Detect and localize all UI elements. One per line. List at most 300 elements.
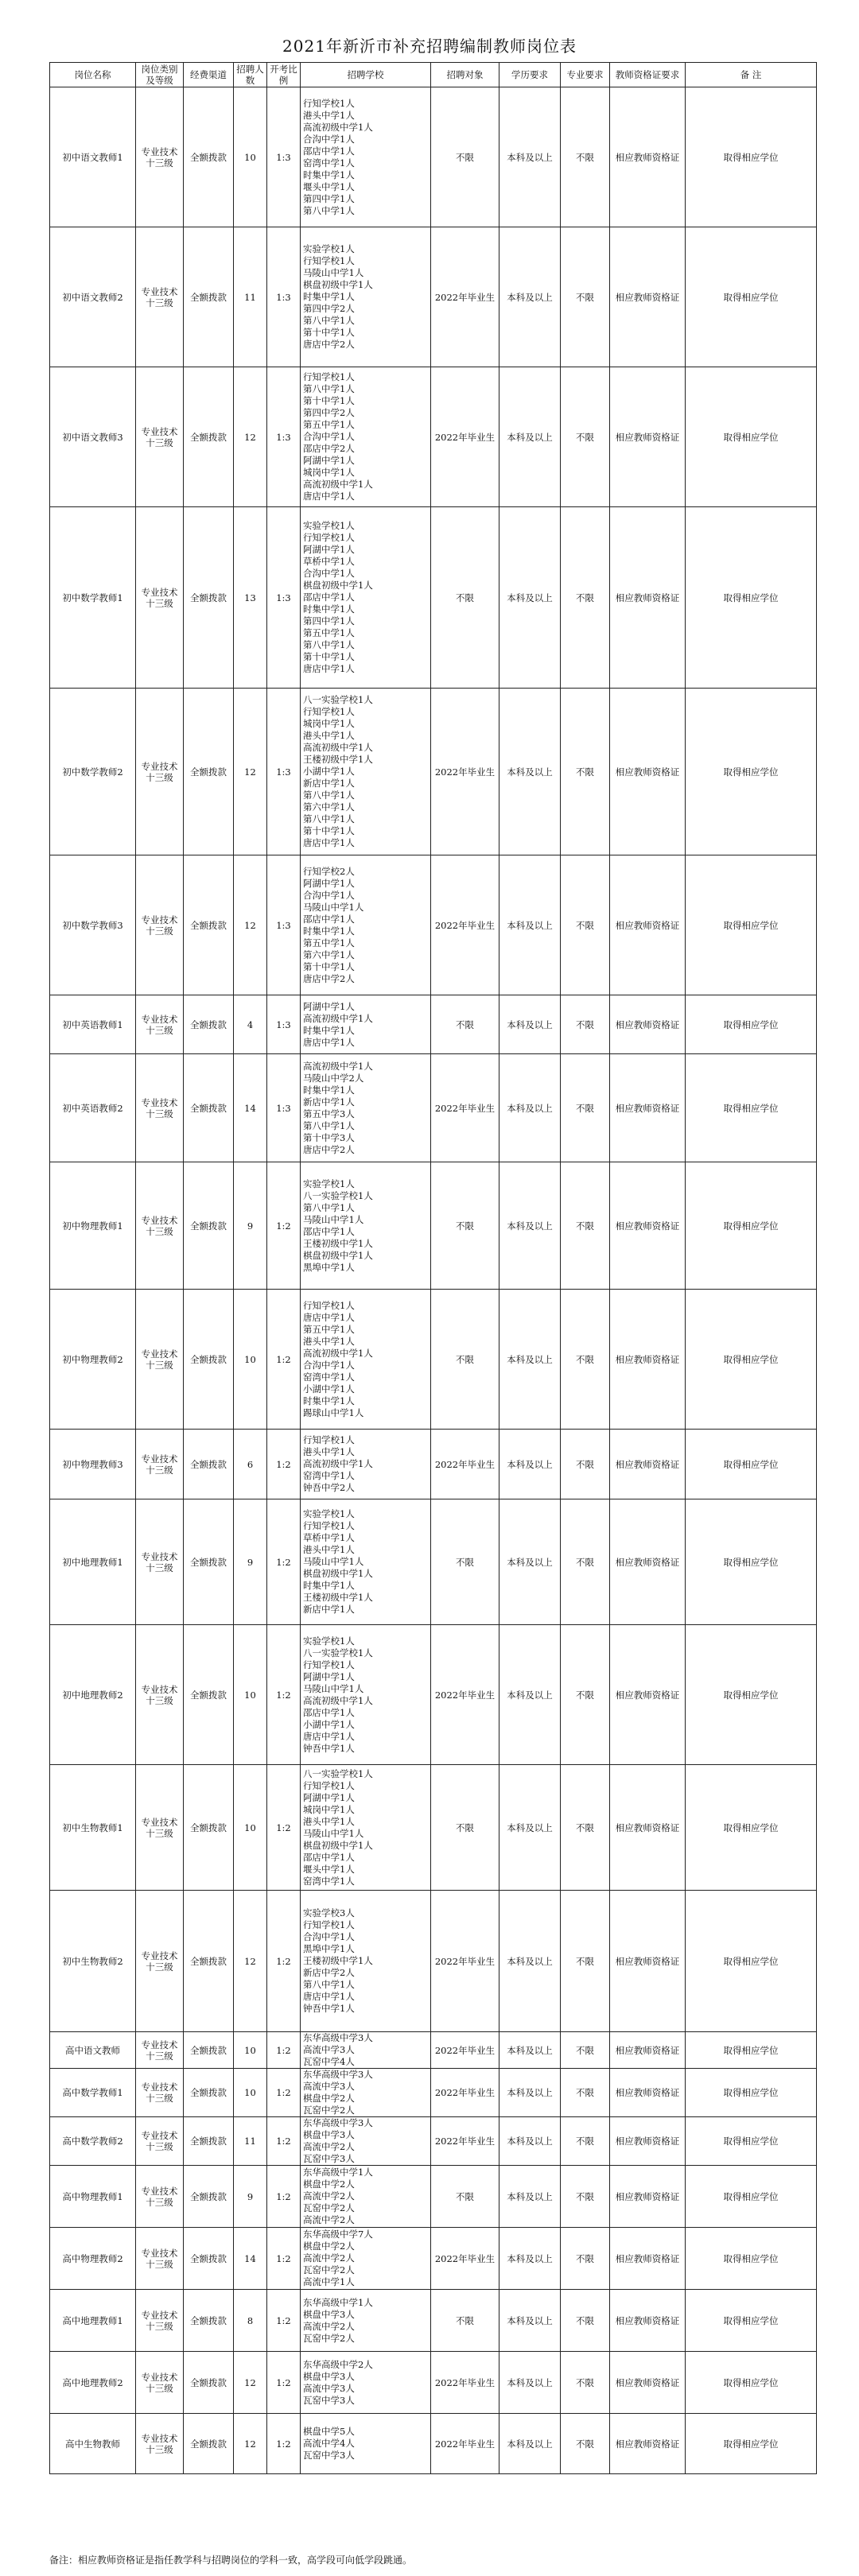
ratio-cell: 1:3 [267, 507, 301, 689]
cert-cell: 相应教师资格证 [610, 1765, 686, 1891]
header-cell: 教师资格证要求 [610, 63, 686, 87]
table-body [50, 87, 817, 2474]
school-entry: 棋盘初级中学1人 [303, 1249, 373, 1261]
cert-cell: 相应教师资格证 [610, 1162, 686, 1290]
major-cell: 不限 [561, 2166, 610, 2228]
major-cell: 不限 [561, 1290, 610, 1430]
ratio-cell: 1:2 [267, 1499, 301, 1625]
school-entry: 高流中学3人 [303, 2081, 355, 2092]
school-entry: 瓦窑中学3人 [303, 2153, 355, 2164]
school-entry: 时集中学1人 [303, 1580, 355, 1591]
school-entry: 阿湖中学1人 [303, 877, 355, 889]
ratio-cell: 1:2 [267, 1765, 301, 1891]
header-cell: 专业要求 [561, 63, 610, 87]
funding-cell: 全额拨款 [184, 1625, 234, 1765]
count-cell: 11 [234, 2117, 267, 2166]
schools-cell [301, 689, 431, 855]
category-cell: 专业技术十三级 [136, 2166, 184, 2228]
post-name-cell: 初中语文教师1 [50, 87, 136, 227]
count-cell: 12 [234, 689, 267, 855]
category-cell: 专业技术十三级 [136, 1891, 184, 2032]
school-entry: 八一实验学校1人 [303, 1189, 373, 1201]
school-entry: 港头中学1人 [303, 1335, 355, 1347]
count-cell: 6 [234, 1430, 267, 1499]
category-cell: 专业技术十三级 [136, 1162, 184, 1290]
school-entry: 王楼初级中学1人 [303, 754, 373, 765]
education-cell: 本科及以上 [499, 2032, 561, 2069]
schools-cell [301, 2032, 431, 2069]
school-entry: 第五中学3人 [303, 1108, 355, 1119]
count-cell: 13 [234, 507, 267, 689]
school-entry: 棋盘中学2人 [303, 2178, 355, 2190]
table-row [50, 1891, 817, 2032]
page-title: 2021年新沂市补充招聘编制教师岗位表 [282, 37, 577, 56]
school-entry: 马陵山中学1人 [303, 1556, 364, 1567]
category-cell: 专业技术十三级 [136, 87, 184, 227]
education-cell: 本科及以上 [499, 507, 561, 689]
school-entry: 东华高级中学3人 [303, 2032, 373, 2043]
table-row [50, 1765, 817, 1891]
school-entry: 城岗中学1人 [303, 467, 355, 478]
school-entry: 高流初级中学1人 [303, 121, 373, 133]
education-cell: 本科及以上 [499, 2166, 561, 2228]
school-entry: 城岗中学1人 [303, 1803, 355, 1815]
remark-cell: 取得相应学位 [686, 2290, 817, 2352]
post-name-cell: 初中数学教师3 [50, 855, 136, 995]
school-entry: 东华高级中学2人 [303, 2358, 373, 2370]
target-cell: 2022年毕业生 [431, 855, 499, 995]
school-entry: 第十中学1人 [303, 395, 355, 406]
table-row [50, 1430, 817, 1499]
funding-cell: 全额拨款 [184, 2352, 234, 2414]
school-entry: 行知学校1人 [303, 97, 355, 109]
school-entry: 钟吾中学1人 [303, 2003, 355, 2014]
cert-cell: 相应教师资格证 [610, 2069, 686, 2117]
post-name-cell: 高中物理教师2 [50, 2228, 136, 2290]
school-entry: 高流中学1人 [303, 2276, 355, 2287]
school-entry: 瓦窑中学3人 [303, 2394, 355, 2406]
category-cell: 专业技术十三级 [136, 2117, 184, 2166]
ratio-cell: 1:2 [267, 2166, 301, 2228]
school-entry: 合沟中学1人 [303, 568, 355, 579]
school-entry: 棋盘初级中学1人 [303, 1839, 373, 1851]
post-name-cell: 高中地理教师1 [50, 2290, 136, 2352]
remark-cell: 取得相应学位 [686, 2352, 817, 2414]
education-cell: 本科及以上 [499, 2290, 561, 2352]
education-cell: 本科及以上 [499, 2414, 561, 2474]
school-entry: 第八中学1人 [303, 639, 355, 650]
count-cell: 10 [234, 2032, 267, 2069]
table-row [50, 1625, 817, 1765]
count-cell: 9 [234, 1499, 267, 1625]
school-entry: 瓦窑中学2人 [303, 2202, 355, 2213]
schools-cell [301, 227, 431, 367]
cert-cell: 相应教师资格证 [610, 1891, 686, 2032]
target-cell: 不限 [431, 1765, 499, 1891]
target-cell: 2022年毕业生 [431, 227, 499, 367]
remark-cell: 取得相应学位 [686, 855, 817, 995]
remark-cell: 取得相应学位 [686, 1054, 817, 1162]
cert-cell: 相应教师资格证 [610, 87, 686, 227]
school-entry: 唐店中学1人 [303, 663, 355, 674]
target-cell: 不限 [431, 1290, 499, 1430]
ratio-cell: 1:2 [267, 2228, 301, 2290]
education-cell: 本科及以上 [499, 227, 561, 367]
school-entry: 钟吾中学1人 [303, 1742, 355, 1754]
ratio-cell: 1:2 [267, 2032, 301, 2069]
school-entry: 东华高级中学3人 [303, 2069, 373, 2080]
cert-cell: 相应教师资格证 [610, 367, 686, 507]
school-entry: 唐店中学2人 [303, 972, 355, 984]
school-entry: 黑埠中学1人 [303, 1261, 355, 1273]
school-entry: 第六中学1人 [303, 801, 355, 813]
school-entry: 第八中学1人 [303, 1979, 355, 1990]
remark-cell: 取得相应学位 [686, 1891, 817, 2032]
count-cell: 12 [234, 2352, 267, 2414]
cert-cell: 相应教师资格证 [610, 2117, 686, 2166]
school-entry: 高流中学2人 [303, 2252, 355, 2264]
education-cell: 本科及以上 [499, 87, 561, 227]
school-entry: 唐店中学1人 [303, 1730, 355, 1742]
school-entry: 堰头中学1人 [303, 180, 355, 192]
school-entry: 行知学校1人 [303, 1658, 355, 1670]
count-cell: 9 [234, 1162, 267, 1290]
category-cell: 专业技术十三级 [136, 689, 184, 855]
school-entry: 第十中学1人 [303, 327, 355, 338]
ratio-cell: 1:3 [267, 227, 301, 367]
schools-cell [301, 2166, 431, 2228]
cert-cell: 相应教师资格证 [610, 2290, 686, 2352]
school-entry: 阿湖中学1人 [303, 1670, 355, 1682]
major-cell: 不限 [561, 2069, 610, 2117]
school-entry: 行知学校1人 [303, 1919, 355, 1930]
post-name-cell: 初中英语教师2 [50, 1054, 136, 1162]
school-entry: 棋盘中学3人 [303, 2308, 355, 2320]
cert-cell: 相应教师资格证 [610, 507, 686, 689]
school-entry: 第五中学1人 [303, 419, 355, 430]
school-entry: 第十中学1人 [303, 651, 355, 662]
count-cell: 12 [234, 367, 267, 507]
school-entry: 邵店中学1人 [303, 913, 355, 925]
target-cell: 不限 [431, 1162, 499, 1290]
school-entry: 行知学校1人 [303, 1520, 355, 1531]
post-name-cell: 初中英语教师1 [50, 995, 136, 1054]
school-entry: 邵店中学1人 [303, 145, 355, 157]
school-entry: 高流中学4人 [303, 2438, 355, 2449]
table-row [50, 2290, 817, 2352]
category-cell: 专业技术十三级 [136, 227, 184, 367]
major-cell: 不限 [561, 2117, 610, 2166]
ratio-cell: 1:2 [267, 1891, 301, 2032]
major-cell: 不限 [561, 1765, 610, 1891]
school-entry: 窑湾中学1人 [303, 157, 355, 169]
header-cell: 招聘学校 [301, 63, 431, 87]
cert-cell: 相应教师资格证 [610, 1499, 686, 1625]
school-entry: 东华高级中学1人 [303, 2296, 373, 2308]
education-cell: 本科及以上 [499, 2228, 561, 2290]
major-cell: 不限 [561, 367, 610, 507]
funding-cell: 全额拨款 [184, 1499, 234, 1625]
remark-cell: 取得相应学位 [686, 87, 817, 227]
schools-cell [301, 367, 431, 507]
table-row [50, 367, 817, 507]
funding-cell: 全额拨款 [184, 2166, 234, 2228]
remark-cell: 取得相应学位 [686, 1499, 817, 1625]
header-cell: 经费渠道 [184, 63, 234, 87]
major-cell: 不限 [561, 87, 610, 227]
funding-cell: 全额拨款 [184, 995, 234, 1054]
category-cell: 专业技术十三级 [136, 1765, 184, 1891]
schools-cell [301, 995, 431, 1054]
education-cell: 本科及以上 [499, 2117, 561, 2166]
schools-cell [301, 2228, 431, 2290]
remark-cell: 取得相应学位 [686, 227, 817, 367]
table-row [50, 227, 817, 367]
school-entry: 东华高级中学7人 [303, 2229, 373, 2240]
school-entry: 棋盘初级中学1人 [303, 1568, 373, 1579]
school-entry: 第十中学3人 [303, 1131, 355, 1143]
school-entry: 唐店中学1人 [303, 1311, 355, 1323]
remark-cell: 取得相应学位 [686, 507, 817, 689]
count-cell: 10 [234, 1625, 267, 1765]
target-cell: 2022年毕业生 [431, 2414, 499, 2474]
post-name-cell: 高中地理教师2 [50, 2352, 136, 2414]
target-cell: 2022年毕业生 [431, 2228, 499, 2290]
school-entry: 第六中学1人 [303, 949, 355, 960]
school-entry: 新店中学1人 [303, 1604, 355, 1615]
schools-cell [301, 1891, 431, 2032]
school-entry: 草桥中学1人 [303, 556, 355, 567]
header-cell: 岗位名称 [50, 63, 136, 87]
ratio-cell: 1:2 [267, 1162, 301, 1290]
school-entry: 踢球山中学1人 [303, 1406, 364, 1418]
school-entry: 唐店中学1人 [303, 491, 355, 502]
funding-cell: 全额拨款 [184, 87, 234, 227]
footnote: 备注：相应教师资格证是指任教学科与招聘岗位的学科一致，高学段可向低学段跳通。 [49, 2555, 413, 2566]
major-cell: 不限 [561, 689, 610, 855]
school-entry: 棋盘中学3人 [303, 2370, 355, 2382]
ratio-cell: 1:2 [267, 2352, 301, 2414]
major-cell: 不限 [561, 2032, 610, 2069]
education-cell: 本科及以上 [499, 1290, 561, 1430]
schools-cell [301, 2352, 431, 2414]
education-cell: 本科及以上 [499, 2352, 561, 2414]
school-entry: 第五中学1人 [303, 1323, 355, 1335]
cert-cell: 相应教师资格证 [610, 1625, 686, 1765]
schools-cell [301, 1499, 431, 1625]
funding-cell: 全额拨款 [184, 227, 234, 367]
category-cell: 专业技术十三级 [136, 1499, 184, 1625]
table-row [50, 2414, 817, 2474]
school-entry: 城岗中学1人 [303, 718, 355, 729]
post-name-cell: 高中数学教师2 [50, 2117, 136, 2166]
funding-cell: 全额拨款 [184, 1054, 234, 1162]
remark-cell: 取得相应学位 [686, 995, 817, 1054]
education-cell: 本科及以上 [499, 1891, 561, 2032]
school-entry: 时集中学1人 [303, 603, 355, 615]
schools-cell [301, 2069, 431, 2117]
school-entry: 高流初级中学1人 [303, 1060, 373, 1072]
school-entry: 马陵山中学1人 [303, 1682, 364, 1694]
target-cell: 不限 [431, 507, 499, 689]
major-cell: 不限 [561, 1054, 610, 1162]
header-cell: 备 注 [686, 63, 817, 87]
cert-cell: 相应教师资格证 [610, 2228, 686, 2290]
remark-cell: 取得相应学位 [686, 2117, 817, 2166]
remark-cell: 取得相应学位 [686, 2069, 817, 2117]
category-cell: 专业技术十三级 [136, 855, 184, 995]
target-cell: 不限 [431, 2290, 499, 2352]
school-entry: 小湖中学1人 [303, 766, 355, 777]
cert-cell: 相应教师资格证 [610, 2032, 686, 2069]
post-name-cell: 初中数学教师2 [50, 689, 136, 855]
count-cell: 14 [234, 1054, 267, 1162]
remark-cell: 取得相应学位 [686, 2228, 817, 2290]
remark-cell: 取得相应学位 [686, 2414, 817, 2474]
school-entry: 行知学校1人 [303, 532, 355, 543]
count-cell: 14 [234, 2228, 267, 2290]
schools-cell [301, 1430, 431, 1499]
table-row [50, 1054, 817, 1162]
education-cell: 本科及以上 [499, 1765, 561, 1891]
school-entry: 行知学校1人 [303, 255, 355, 266]
table-row [50, 2352, 817, 2414]
education-cell: 本科及以上 [499, 1054, 561, 1162]
remark-cell: 取得相应学位 [686, 367, 817, 507]
count-cell: 12 [234, 1891, 267, 2032]
category-cell: 专业技术十三级 [136, 1290, 184, 1430]
school-entry: 港头中学1人 [303, 109, 355, 121]
cert-cell: 相应教师资格证 [610, 1430, 686, 1499]
header-cell: 学历要求 [499, 63, 561, 87]
school-entry: 小湖中学1人 [303, 1383, 355, 1395]
school-entry: 时集中学1人 [303, 1395, 355, 1406]
major-cell: 不限 [561, 227, 610, 367]
post-name-cell: 初中数学教师1 [50, 507, 136, 689]
school-entry: 草桥中学1人 [303, 1532, 355, 1543]
cert-cell: 相应教师资格证 [610, 689, 686, 855]
funding-cell: 全额拨款 [184, 1891, 234, 2032]
education-cell: 本科及以上 [499, 1499, 561, 1625]
school-entry: 实验学校1人 [303, 520, 355, 531]
school-entry: 马陵山中学1人 [303, 267, 364, 278]
school-entry: 阿湖中学1人 [303, 455, 355, 466]
school-entry: 王楼初级中学1人 [303, 1955, 373, 1966]
header-cell: 开考比例 [267, 63, 301, 87]
school-entry: 窑湾中学1人 [303, 1371, 355, 1383]
post-name-cell: 初中地理教师1 [50, 1499, 136, 1625]
school-entry: 时集中学1人 [303, 1084, 355, 1096]
schools-cell [301, 1765, 431, 1891]
funding-cell: 全额拨款 [184, 1290, 234, 1430]
post-name-cell: 高中数学教师1 [50, 2069, 136, 2117]
school-entry: 高流初级中学1人 [303, 1347, 373, 1359]
education-cell: 本科及以上 [499, 689, 561, 855]
school-entry: 八一实验学校1人 [303, 1767, 373, 1779]
remark-cell: 取得相应学位 [686, 1290, 817, 1430]
school-entry: 唐店中学1人 [303, 1036, 355, 1048]
target-cell: 2022年毕业生 [431, 367, 499, 507]
cert-cell: 相应教师资格证 [610, 1290, 686, 1430]
ratio-cell: 1:3 [267, 855, 301, 995]
major-cell: 不限 [561, 2352, 610, 2414]
school-entry: 邵店中学1人 [303, 1851, 355, 1863]
category-cell: 专业技术十三级 [136, 2414, 184, 2474]
funding-cell: 全额拨款 [184, 507, 234, 689]
school-entry: 实验学校1人 [303, 1635, 355, 1647]
post-name-cell: 高中语文教师 [50, 2032, 136, 2069]
table-row [50, 689, 817, 855]
ratio-cell: 1:2 [267, 1290, 301, 1430]
major-cell: 不限 [561, 1625, 610, 1765]
major-cell: 不限 [561, 995, 610, 1054]
major-cell: 不限 [561, 2414, 610, 2474]
post-name-cell: 初中生物教师1 [50, 1765, 136, 1891]
cert-cell: 相应教师资格证 [610, 2166, 686, 2228]
school-entry: 王楼初级中学1人 [303, 1592, 373, 1603]
ratio-cell: 1:3 [267, 87, 301, 227]
funding-cell: 全额拨款 [184, 689, 234, 855]
post-name-cell: 高中物理教师1 [50, 2166, 136, 2228]
school-entry: 第八中学1人 [303, 204, 355, 216]
school-entry: 第四中学2人 [303, 303, 355, 314]
school-entry: 阿湖中学1人 [303, 544, 355, 555]
table-row [50, 87, 817, 227]
funding-cell: 全额拨款 [184, 855, 234, 995]
school-entry: 新店中学2人 [303, 1967, 355, 1978]
school-entry: 实验学校1人 [303, 1177, 355, 1189]
funding-cell: 全额拨款 [184, 2414, 234, 2474]
header-row [50, 63, 817, 87]
cert-cell: 相应教师资格证 [610, 995, 686, 1054]
header-cell: 岗位类别及等级 [136, 63, 184, 87]
table-row [50, 855, 817, 995]
header-cell: 招聘对象 [431, 63, 499, 87]
education-cell: 本科及以上 [499, 1430, 561, 1499]
count-cell: 8 [234, 2290, 267, 2352]
major-cell: 不限 [561, 1891, 610, 2032]
school-entry: 第八中学1人 [303, 1119, 355, 1131]
remark-cell: 取得相应学位 [686, 1625, 817, 1765]
school-entry: 唐店中学1人 [303, 837, 355, 848]
school-entry: 窑湾中学1人 [303, 1470, 355, 1481]
school-entry: 高流初级中学1人 [303, 1694, 373, 1706]
table-row [50, 507, 817, 689]
major-cell: 不限 [561, 1162, 610, 1290]
ratio-cell: 1:2 [267, 2290, 301, 2352]
target-cell: 2022年毕业生 [431, 1625, 499, 1765]
funding-cell: 全额拨款 [184, 2117, 234, 2166]
school-entry: 瓦窑中学2人 [303, 2332, 355, 2344]
school-entry: 新店中学1人 [303, 778, 355, 789]
remark-cell: 取得相应学位 [686, 1765, 817, 1891]
target-cell: 2022年毕业生 [431, 2069, 499, 2117]
school-entry: 时集中学1人 [303, 169, 355, 180]
school-entry: 高流中学2人 [303, 2141, 355, 2152]
cert-cell: 相应教师资格证 [610, 2414, 686, 2474]
school-entry: 阿湖中学1人 [303, 1000, 355, 1012]
category-cell: 专业技术十三级 [136, 2352, 184, 2414]
school-entry: 堰头中学1人 [303, 1863, 355, 1875]
schools-cell [301, 1162, 431, 1290]
education-cell: 本科及以上 [499, 2069, 561, 2117]
count-cell: 11 [234, 227, 267, 367]
funding-cell: 全额拨款 [184, 2290, 234, 2352]
school-entry: 钟吾中学2人 [303, 1482, 355, 1493]
school-entry: 行知学校1人 [303, 1434, 355, 1445]
count-cell: 10 [234, 1290, 267, 1430]
school-entry: 行知学校1人 [303, 1779, 355, 1791]
